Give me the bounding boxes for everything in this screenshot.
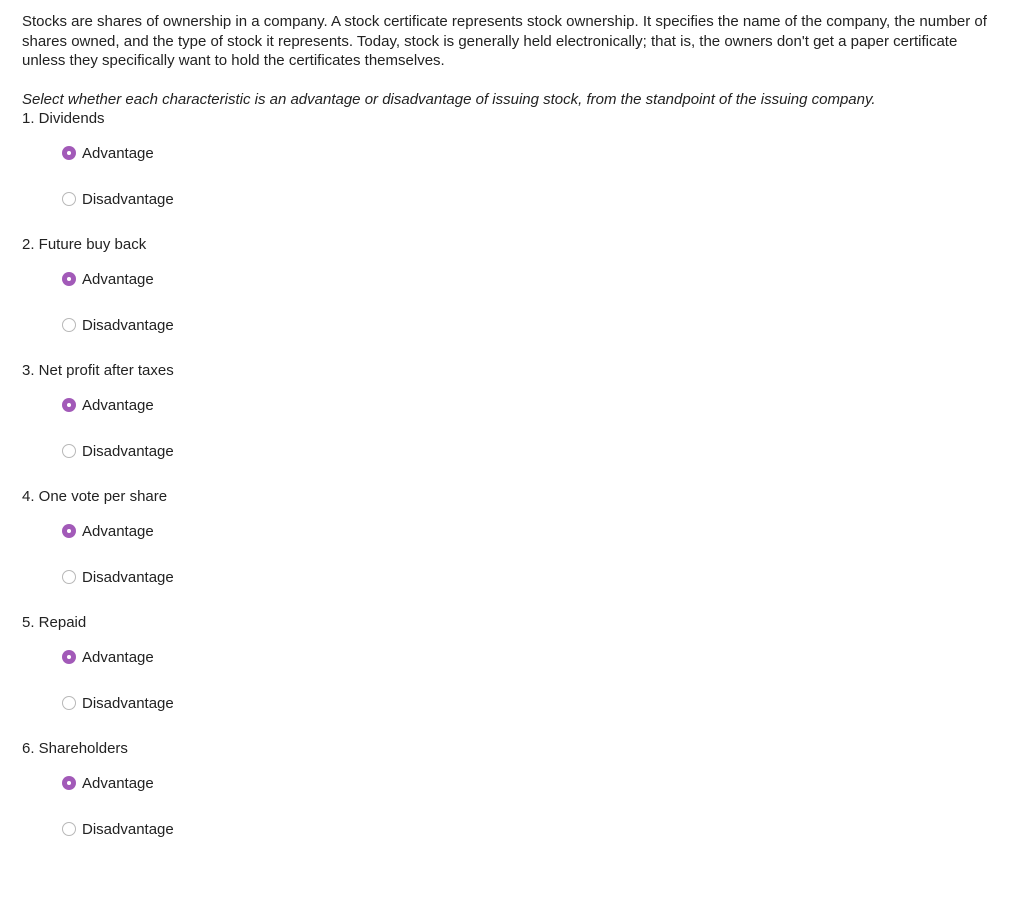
radio-button-icon[interactable] [62, 524, 76, 538]
radio-button-icon[interactable] [62, 650, 76, 664]
question-2 [22, 235, 1002, 335]
radio-option-advantage[interactable] [62, 774, 1002, 793]
radio-group [62, 270, 1002, 335]
radio-button-icon[interactable] [62, 272, 76, 286]
radio-option-label: Advantage [82, 144, 154, 162]
question-5 [22, 613, 1002, 713]
radio-button-icon[interactable] [62, 570, 76, 584]
radio-group [62, 144, 1002, 209]
question-label: 6. Shareholders [22, 739, 128, 757]
intro-text: Stocks are shares of ownership in a company. A stock certificate represents stock ownership. It specifies the name of the company, the number of shares owned, and the type of stock it represents. Today, stock is generally held electronically; that is, the owners don't get a paper certificate unless they specifically want to hold the certificates themselves. [22, 13, 987, 69]
question-label: 1. Dividends [22, 109, 105, 127]
radio-option-label: Advantage [82, 648, 154, 666]
radio-button-icon[interactable] [62, 696, 76, 710]
question-label: 5. Repaid [22, 613, 87, 631]
radio-button-icon[interactable] [62, 444, 76, 458]
question-list [22, 109, 1002, 839]
radio-option-advantage[interactable] [62, 270, 1002, 289]
radio-button-icon[interactable] [62, 192, 76, 206]
radio-option-label: Disadvantage [82, 568, 174, 586]
instruction-text: Select whether each characteristic is an advantage or disadvantage of issuing stock, from the standpoint of the issuing company. [22, 90, 876, 108]
radio-button-icon[interactable] [62, 146, 76, 160]
question-label: 2. Future buy back [22, 235, 147, 253]
radio-option-label: Disadvantage [82, 190, 174, 208]
radio-option-disadvantage[interactable] [62, 190, 1002, 209]
radio-option-label: Disadvantage [82, 442, 174, 460]
question-1 [22, 109, 1002, 209]
radio-group [62, 396, 1002, 461]
radio-option-advantage[interactable] [62, 144, 1002, 163]
radio-group [62, 522, 1002, 587]
radio-button-icon[interactable] [62, 822, 76, 836]
radio-option-disadvantage[interactable] [62, 694, 1002, 713]
radio-option-label: Advantage [82, 270, 154, 288]
radio-option-disadvantage[interactable] [62, 442, 1002, 461]
radio-button-icon[interactable] [62, 398, 76, 412]
radio-option-advantage[interactable] [62, 648, 1002, 667]
question-content [22, 12, 1002, 839]
radio-option-advantage[interactable] [62, 396, 1002, 415]
radio-option-label: Disadvantage [82, 694, 174, 712]
radio-option-disadvantage[interactable] [62, 568, 1002, 587]
radio-option-label: Disadvantage [82, 316, 174, 334]
radio-option-disadvantage[interactable] [62, 820, 1002, 839]
question-4 [22, 487, 1002, 587]
question-3 [22, 361, 1002, 461]
radio-button-icon[interactable] [62, 318, 76, 332]
radio-option-label: Advantage [82, 774, 154, 792]
radio-option-advantage[interactable] [62, 522, 1002, 541]
radio-option-label: Disadvantage [82, 820, 174, 838]
radio-option-label: Advantage [82, 396, 154, 414]
radio-option-disadvantage[interactable] [62, 316, 1002, 335]
radio-group [62, 774, 1002, 839]
question-label: 4. One vote per share [22, 487, 168, 505]
question-6 [22, 739, 1002, 839]
radio-option-label: Advantage [82, 522, 154, 540]
radio-group [62, 648, 1002, 713]
radio-button-icon[interactable] [62, 776, 76, 790]
question-label: 3. Net profit after taxes [22, 361, 174, 379]
